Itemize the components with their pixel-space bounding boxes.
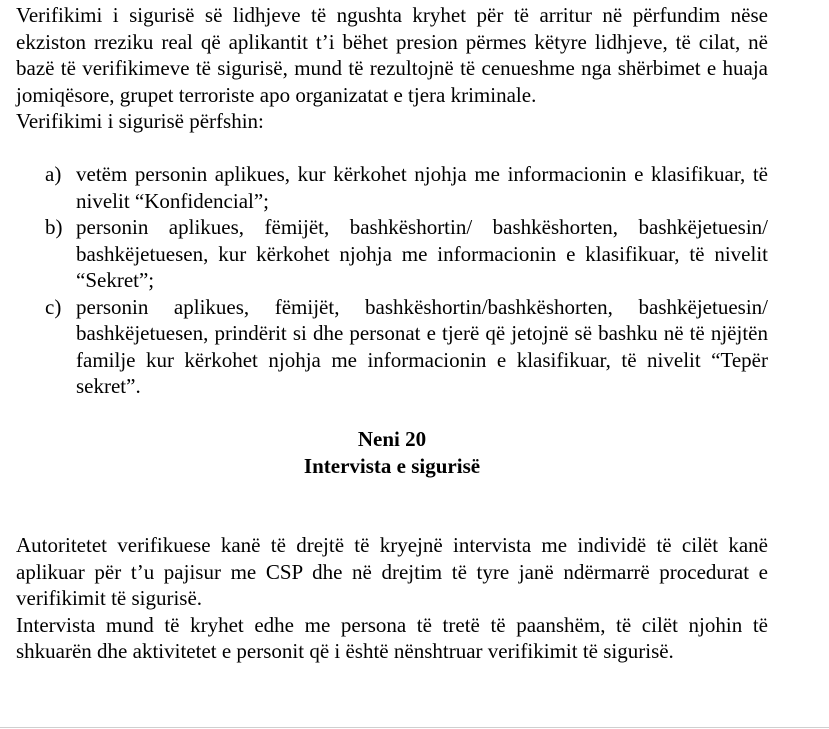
verification-scope-list [16,161,768,400]
list-marker: a) [45,162,62,186]
list-item-text: vetëm personin aplikues, kur kërkohet njohja me informacionin e klasifikuar, të nivelit “Konfidencial”; [76,162,768,213]
body-paragraph-2: Intervista mund të kryhet edhe me persona të tretë të paanshëm, të cilët njohin të shkuarën dhe aktivitetet e personit që i është nënshtruar verifikimit të sigurisë. [16,612,768,663]
list-marker: c) [45,294,62,319]
intro-paragraph: Verifikimi i sigurisë së lidhjeve të ngushta kryhet për të arritur në përfundim nëse ekziston rreziku real që aplikantit t’i bëhet presion përmes këtyre lidhjeve, të cilat, në bazë të verifikimeve të sigurisë, mund të rezultojnë të cenueshme nga shërbimet e huaja jomiqësore, grupet terroriste apo organizatat e tjera kriminale. [16,3,768,107]
list-intro: Verifikimi i sigurisë përfshin: [16,109,264,133]
spacer [16,479,768,506]
page-bottom-rule [0,727,829,728]
article-number: Neni 20 [357,427,427,451]
article-title: Intervista e sigurisë [303,453,481,478]
spacer [16,506,768,533]
list-marker: b) [45,215,63,239]
list-item-text: personin aplikues, fëmijët, bashkëshortin/bashkëshorten, bashkëjetuesin/ bashkëjetuesen, prindërit si dhe personat e tjerë që jetojnë së bashku në të njëjtën familje kur kërkohet njohja me informacionin e klasifikuar, të nivelit “Tepër sekret”. [76,294,768,398]
list-item [16,294,768,400]
document-page [16,2,768,665]
spacer [16,400,768,427]
body-paragraph-1: Autoritetet verifikuese kanë të drejtë të kryejnë intervista me individë të cilët kanë aplikuar për t’u pajisur me CSP dhe në drejtim të tyre janë ndërmarrë procedurat e verifikimit të sigurisë. [16,533,768,610]
list-item [16,161,768,214]
list-item [16,214,768,294]
spacer [16,135,768,162]
list-item-text: personin aplikues, fëmijët, bashkëshortin/ bashkëshorten, bashkëjetuesin/ bashkëjetuesen, kur kërkohet njohja me informacionin e klasifikuar, të nivelit “Sekret”; [76,215,768,292]
